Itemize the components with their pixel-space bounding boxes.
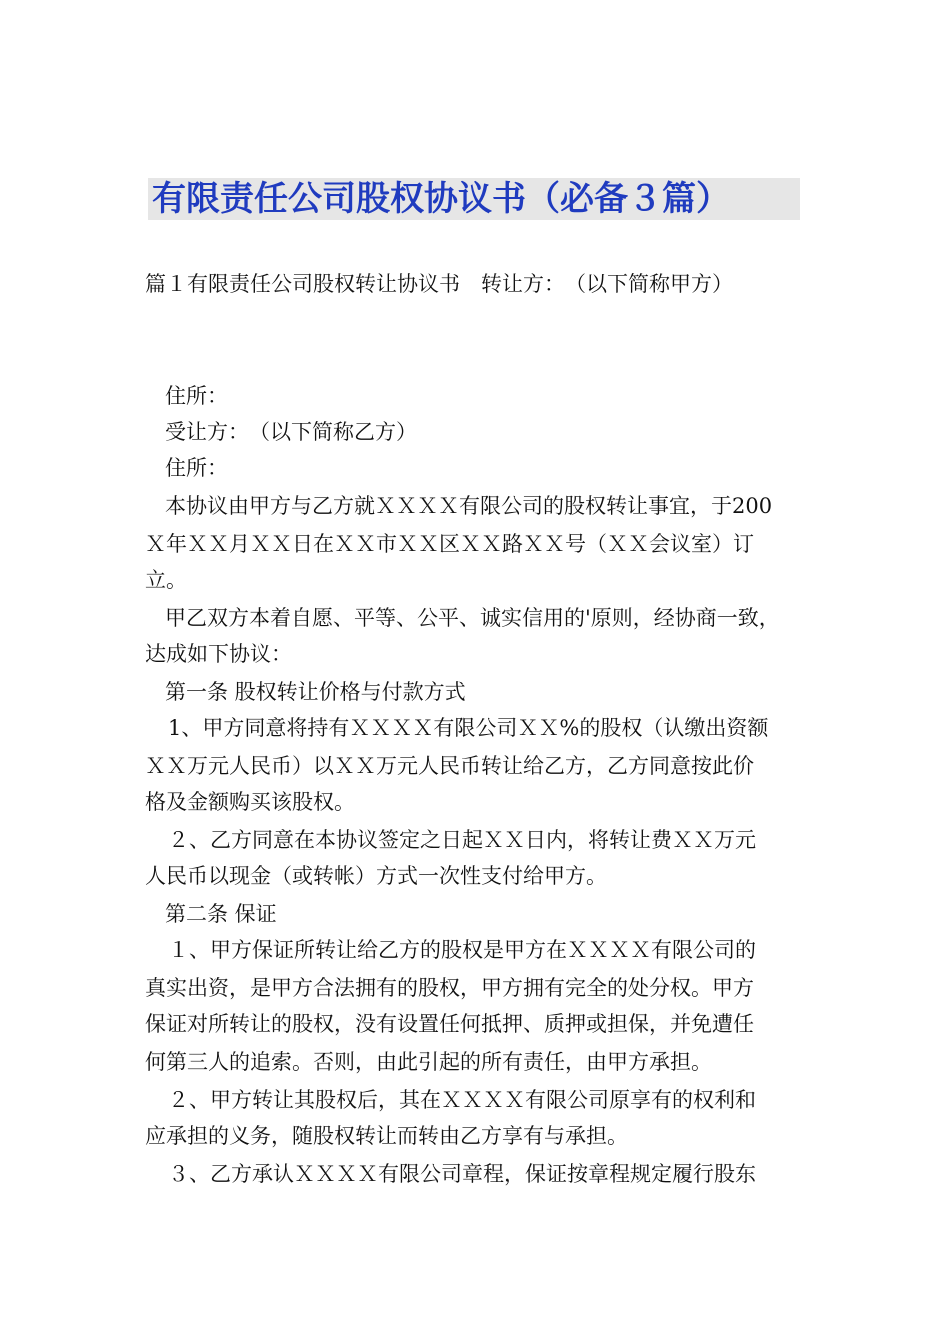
paragraph-line: 1、甲方同意将持有ＸＸＸＸ有限公司ＸＸ%的股权（认缴出资额 — [168, 716, 769, 740]
paragraph-line: 达成如下协议： — [145, 642, 292, 666]
document-title: 有限责任公司股权协议书（必备３篇） — [152, 179, 730, 219]
paragraph-line: 本协议由甲方与乙方就ＸＸＸＸ有限公司的股权转让事宜，于200 — [165, 494, 773, 518]
paragraph-line: １、甲方保证所转让给乙方的股权是甲方在ＸＸＸＸ有限公司的 — [168, 938, 756, 962]
paragraph-line: 格及金额购买该股权。 — [145, 790, 355, 814]
paragraph-line: ２、乙方同意在本协议签定之日起ＸＸ日内，将转让费ＸＸ万元 — [168, 828, 756, 852]
paragraph-line: 立。 — [145, 568, 187, 592]
paragraph-line: 真实出资，是甲方合法拥有的股权，甲方拥有完全的处分权。甲方 — [145, 976, 754, 1000]
title-highlight — [148, 178, 800, 220]
paragraph-line: ２、甲方转让其股权后，其在ＸＸＸＸ有限公司原享有的权利和 — [168, 1088, 756, 1112]
paragraph-line: 住所： — [165, 384, 228, 408]
paragraph-line: ３、乙方承认ＸＸＸＸ有限公司章程，保证按章程规定履行股东 — [168, 1162, 756, 1186]
paragraph-line: 何第三人的追索。否则，由此引起的所有责任，由甲方承担。 — [145, 1050, 712, 1074]
paragraph-line: 住所： — [165, 456, 228, 480]
paragraph-line: 受让方： （以下简称乙方） — [165, 420, 417, 444]
section-heading-line: 篇１有限责任公司股权转让协议书 转让方： （以下简称甲方） — [145, 272, 733, 296]
paragraph-line: Ｘ年ＸＸ月ＸＸ日在ＸＸ市ＸＸ区ＸＸ路ＸＸ号（ＸＸ会议室）订 — [145, 532, 754, 556]
paragraph-line: 甲乙双方本着自愿、平等、公平、诚实信用的'原则，经协商一致， — [165, 606, 780, 630]
paragraph-line: 人民币以现金（或转帐）方式一次性支付给甲方。 — [145, 864, 607, 888]
paragraph-line: 应承担的义务，随股权转让而转由乙方享有与承担。 — [145, 1124, 628, 1148]
article-heading: 第二条 保证 — [165, 902, 277, 926]
paragraph-line: 保证对所转让的股权，没有设置任何抵押、质押或担保，并免遭任 — [145, 1012, 754, 1036]
article-heading: 第一条 股权转让价格与付款方式 — [165, 680, 466, 704]
paragraph-line: ＸＸ万元人民币）以ＸＸ万元人民币转让给乙方，乙方同意按此价 — [145, 754, 754, 778]
